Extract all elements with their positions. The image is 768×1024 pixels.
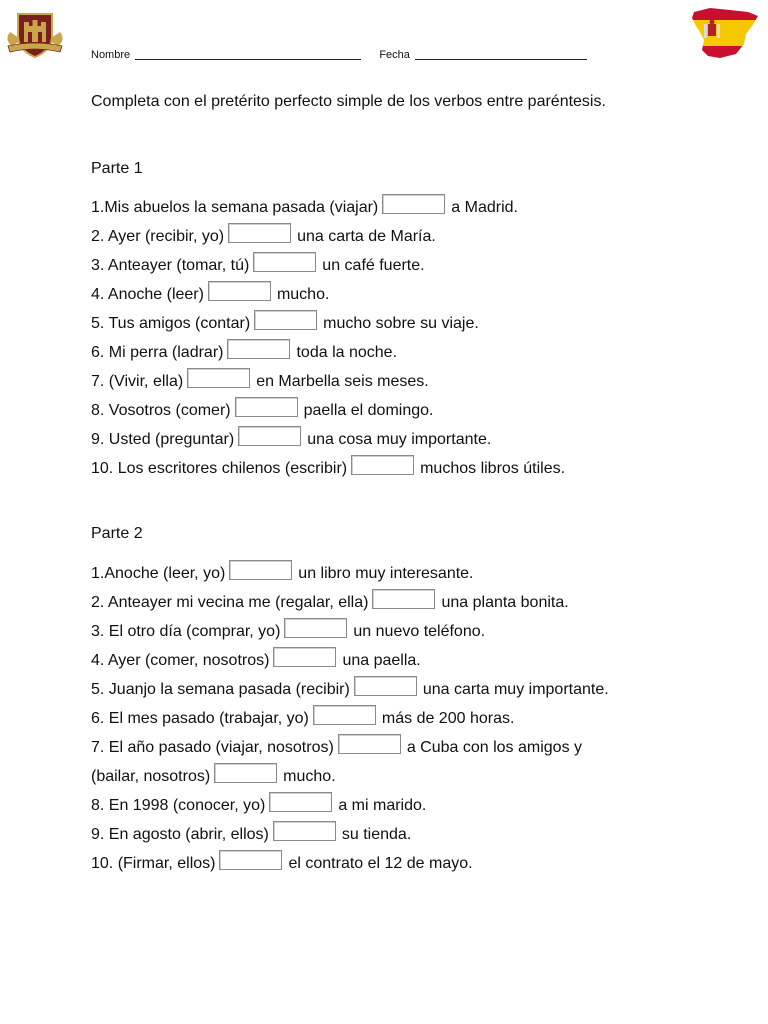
- exercise-item: 8. En 1998 (conocer, yo) a mi marido.: [91, 791, 609, 820]
- exercise-item: 5. Juanjo la semana pasada (recibir) una carta muy importante.: [91, 675, 609, 704]
- answer-box[interactable]: [235, 397, 298, 417]
- exercise-item: (bailar, nosotros) mucho.: [91, 762, 609, 791]
- exercise-item: 6. El mes pasado (trabajar, yo) más de 200 horas.: [91, 704, 609, 733]
- answer-box[interactable]: [372, 589, 435, 609]
- exercise-item: 6. Mi perra (ladrar) toda la noche.: [91, 338, 565, 367]
- exercise-item: 9. Usted (preguntar) una cosa muy importante.: [91, 425, 565, 454]
- answer-box[interactable]: [219, 850, 282, 870]
- exercise-item: 3. El otro día (comprar, yo) un nuevo teléfono.: [91, 617, 609, 646]
- exercise-item: 2. Ayer (recibir, yo) una carta de María.: [91, 222, 565, 251]
- exercise-item: 1.Anoche (leer, yo) un libro muy interesante.: [91, 559, 609, 588]
- answer-box[interactable]: [238, 426, 301, 446]
- exercise-item: 5. Tus amigos (contar) mucho sobre su viaje.: [91, 309, 565, 338]
- answer-box[interactable]: [227, 339, 290, 359]
- answer-box[interactable]: [273, 647, 336, 667]
- date-label: Fecha: [379, 49, 410, 61]
- exercise-item: 10. Los escritores chilenos (escribir) muchos libros útiles.: [91, 454, 565, 483]
- answer-box[interactable]: [254, 310, 317, 330]
- exercise-item: 4. Ayer (comer, nosotros) una paella.: [91, 646, 609, 675]
- answer-box[interactable]: [284, 618, 347, 638]
- answer-box[interactable]: [253, 252, 316, 272]
- part-1-exercise-list: [91, 193, 565, 483]
- exercise-item: 7. (Vivir, ella) en Marbella seis meses.: [91, 367, 565, 396]
- exercise-item: 10. (Firmar, ellos) el contrato el 12 de mayo.: [91, 849, 609, 878]
- exercise-item: 9. En agosto (abrir, ellos) su tienda.: [91, 820, 609, 849]
- part-2-title: Parte 2: [91, 525, 143, 542]
- answer-box[interactable]: [351, 455, 414, 475]
- part-2-exercise-list: [91, 559, 609, 878]
- exercise-item: 7. El año pasado (viajar, nosotros) a Cuba con los amigos y: [91, 733, 609, 762]
- answer-box[interactable]: [338, 734, 401, 754]
- spain-map-flag-icon: [690, 4, 762, 62]
- exercise-item: 4. Anoche (leer) mucho.: [91, 280, 565, 309]
- answer-box[interactable]: [382, 194, 445, 214]
- answer-box[interactable]: [187, 368, 250, 388]
- exercise-item: 8. Vosotros (comer) paella el domingo.: [91, 396, 565, 425]
- answer-box[interactable]: [228, 223, 291, 243]
- exercise-item: 2. Anteayer mi vecina me (regalar, ella) una planta bonita.: [91, 588, 609, 617]
- exercise-item: 1.Mis abuelos la semana pasada (viajar) a Madrid.: [91, 193, 565, 222]
- name-label: Nombre: [91, 49, 131, 61]
- school-crest-icon: [6, 10, 64, 60]
- answer-box[interactable]: [354, 676, 417, 696]
- answer-box[interactable]: [269, 792, 332, 812]
- name-date-header: [91, 47, 587, 61]
- exercise-item: 3. Anteayer (tomar, tú) un café fuerte.: [91, 251, 565, 280]
- name-field[interactable]: [135, 47, 361, 60]
- answer-box[interactable]: [229, 560, 292, 580]
- answer-box[interactable]: [273, 821, 336, 841]
- part-1-title: Parte 1: [91, 160, 143, 177]
- answer-box[interactable]: [313, 705, 376, 725]
- date-field[interactable]: [415, 47, 587, 60]
- instructions: Completa con el pretérito perfecto simple de los verbos entre paréntesis.: [91, 93, 606, 110]
- answer-box[interactable]: [208, 281, 271, 301]
- answer-box[interactable]: [214, 763, 277, 783]
